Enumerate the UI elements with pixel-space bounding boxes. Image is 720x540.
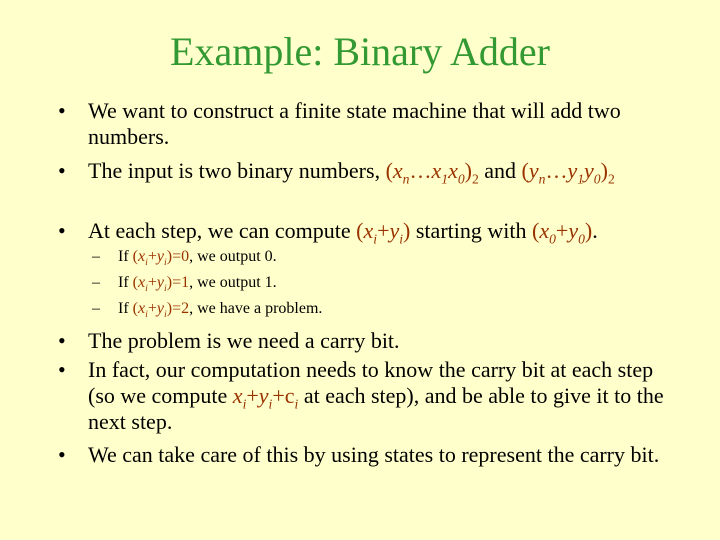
bullet-marker: • — [58, 98, 66, 123]
bullet-item-6 — [58, 442, 668, 468]
sub-item-1 — [92, 246, 652, 268]
bullet-item-1 — [58, 98, 668, 150]
sub-text: If $(x_i+y_i)=1$, we output 1. — [118, 274, 277, 295]
bullet-text: In fact, our computation needs to know the carry bit at each step (so we compute $x_i+y_i+c_i$ at each step), and be able to give it to the next step. — [88, 357, 664, 434]
bullet-marker: • — [58, 158, 66, 183]
bullet-item-5 — [58, 357, 668, 435]
dash-marker: – — [92, 300, 100, 317]
sub-text: If $(x_i+y_i)=0$, we output 0. — [118, 248, 277, 269]
dash-marker: – — [92, 248, 100, 265]
sub-item-3 — [92, 298, 652, 320]
bullet-item-4 — [58, 328, 668, 354]
bullet-text: We want to construct a finite state machine that will add two numbers. — [88, 98, 621, 149]
sub-text: If $(x_i+y_i)=2$, we have a problem. — [118, 300, 323, 321]
bullet-marker: • — [58, 328, 66, 353]
bullet-text: We can take care of this by using states to represent the carry bit. — [88, 442, 660, 467]
bullet-text: The input is two binary numbers, $(x_n\dots x_1x_0)_2$ and $(y_n\dots y_1y_0)_2$ — [88, 158, 615, 187]
dash-marker: – — [92, 274, 100, 291]
bullet-marker: • — [58, 218, 66, 243]
bullet-text: At each step, we can compute $(x_i+y_i)$ starting with $(x_0+y_0)$. — [88, 218, 598, 247]
bullet-item-3 — [58, 218, 668, 247]
bullet-item-2 — [58, 158, 668, 187]
bullet-marker: • — [58, 442, 66, 467]
slide-title: Example: Binary Adder — [170, 29, 550, 74]
sub-item-2 — [92, 272, 652, 294]
bullet-marker: • — [58, 357, 66, 382]
bullet-text: The problem is we need a carry bit. — [88, 328, 400, 353]
